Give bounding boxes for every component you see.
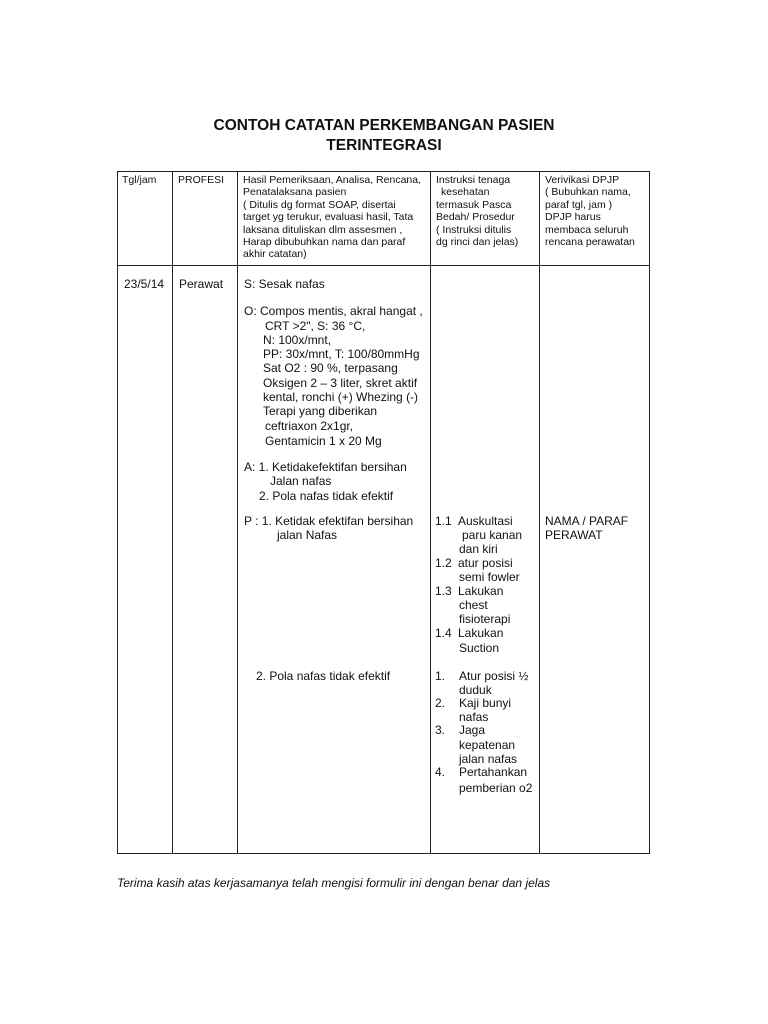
instruction-number: 1.2	[435, 556, 452, 570]
header-verifikasi-line: rencana perawatan	[545, 236, 635, 248]
document-title-line1: CONTOH CATATAN PERKEMBANGAN PASIEN	[213, 117, 555, 134]
instruction-line: pemberian o2	[459, 781, 533, 795]
document-title-line2: TERINTEGRASI	[326, 137, 442, 154]
objective-line: CRT >2", S: 36 °C,	[265, 319, 366, 333]
objective-line: ceftriaxon 2x1gr,	[265, 419, 354, 433]
instruction-line: dan kiri	[459, 542, 498, 556]
instruction-line: atur posisi	[458, 556, 513, 570]
header-hasil-line: Hasil Pemeriksaan, Analisa, Rencana,	[243, 174, 422, 186]
instruction-number: 1.3	[435, 584, 452, 598]
header-hasil-line: Penatalaksana pasien	[243, 186, 347, 199]
instruction-line: Pertahankan	[459, 765, 528, 779]
instruction-line: kepatenan	[459, 738, 516, 752]
header-instruksi-line: Bedah/ Prosedur	[436, 211, 515, 224]
instruction-line: nafas	[459, 710, 489, 724]
instruction-number: 1.	[435, 669, 446, 683]
plan-line: P : 1. Ketidak efektifan bersihan	[244, 514, 414, 528]
header-hasil-line: akhir catatan)	[243, 248, 307, 261]
header-hasil-line: target yg terukur, evaluasi hasil, Tata	[243, 211, 414, 224]
instruction-number: 3.	[435, 723, 446, 737]
header-instruksi-line: dg rinci dan jelas)	[436, 236, 519, 248]
instruction-line: Lakukan	[458, 626, 504, 640]
objective-line: PP: 30x/mnt, T: 100/80mmHg	[263, 347, 420, 361]
column-divider-1	[172, 171, 173, 854]
column-divider-2	[237, 171, 238, 854]
verification-line: PERAWAT	[545, 528, 603, 542]
objective-line: kental, ronchi (+) Whezing (-)	[263, 390, 419, 404]
soap-subjective: S: Sesak nafas	[244, 277, 325, 291]
assessment-line: Jalan nafas	[270, 474, 332, 488]
header-tgl-jam: Tgl/jam	[122, 174, 157, 186]
soap-plan-2: 2. Pola nafas tidak efektif	[256, 669, 391, 683]
objective-line: N: 100x/mnt,	[263, 333, 332, 347]
instruction-line: Jaga	[459, 723, 486, 737]
instruction-line: Kaji bunyi	[459, 696, 512, 710]
instruction-number: 4.	[435, 765, 446, 779]
header-row-divider	[117, 265, 650, 266]
header-verifikasi-line: ( Bubuhkan nama,	[545, 186, 631, 199]
instruction-line: Atur posisi ½	[459, 669, 529, 683]
instruction-line: fisioterapi	[459, 612, 511, 626]
assessment-line: 2. Pola nafas tidak efektif	[259, 489, 394, 503]
instruction-line: jalan nafas	[459, 752, 518, 766]
instruction-line: duduk	[459, 683, 492, 697]
instruction-number: 1.1	[435, 514, 452, 528]
instruction-line: semi fowler	[459, 570, 520, 584]
header-verifikasi-line: Verivikasi DPJP	[545, 174, 620, 186]
header-profesi: PROFESI	[178, 174, 225, 186]
instruction-number: 1.4	[435, 626, 452, 640]
row-date: 23/5/14	[124, 277, 165, 291]
header-verifikasi-line: DPJP harus	[545, 211, 601, 224]
header-hasil-line: ( Ditulis dg format SOAP, disertai	[243, 198, 396, 211]
header-hasil-line: Harap dibubuhkan nama dan paraf	[243, 236, 406, 248]
header-verifikasi-line: paraf tgl, jam )	[545, 198, 613, 211]
objective-line: Sat O2 : 90 %, terpasang	[263, 361, 398, 375]
progress-notes-table	[117, 171, 650, 854]
plan-line: jalan Nafas	[277, 528, 338, 542]
header-instruksi-line: termasuk Pasca	[436, 198, 512, 211]
instruction-line: Lakukan	[458, 584, 504, 598]
column-divider-4	[539, 171, 540, 854]
verification-line: NAMA / PARAF	[545, 514, 629, 528]
header-hasil-line: laksana dituliskan dlm assesmen ,	[243, 223, 403, 236]
objective-line: Oksigen 2 – 3 liter, skret aktif	[263, 376, 418, 390]
instruction-line: paru kanan	[462, 528, 523, 542]
footer-note: Terima kasih atas kerjasamanya telah mengisi formulir ini dengan benar dan jelas	[117, 876, 551, 890]
header-instruksi-line: Instruksi tenaga	[436, 174, 511, 186]
objective-line: O: Compos mentis, akral hangat ,	[244, 304, 423, 318]
instruction-line: Suction	[459, 641, 500, 655]
row-profesi: Perawat	[179, 277, 224, 291]
instruction-line: chest	[459, 598, 488, 612]
header-instruksi-line: kesehatan	[441, 186, 490, 199]
objective-line: Terapi yang diberikan	[263, 404, 378, 418]
header-verifikasi-line: membaca seluruh	[545, 223, 629, 236]
instruction-line: Auskultasi	[458, 514, 513, 528]
column-divider-3	[430, 171, 431, 854]
header-instruksi-line: ( Instruksi ditulis	[436, 223, 512, 236]
instruction-number: 2.	[435, 696, 446, 710]
objective-line: Gentamicin 1 x 20 Mg	[265, 434, 382, 448]
assessment-line: A: 1. Ketidakefektifan bersihan	[244, 460, 407, 474]
